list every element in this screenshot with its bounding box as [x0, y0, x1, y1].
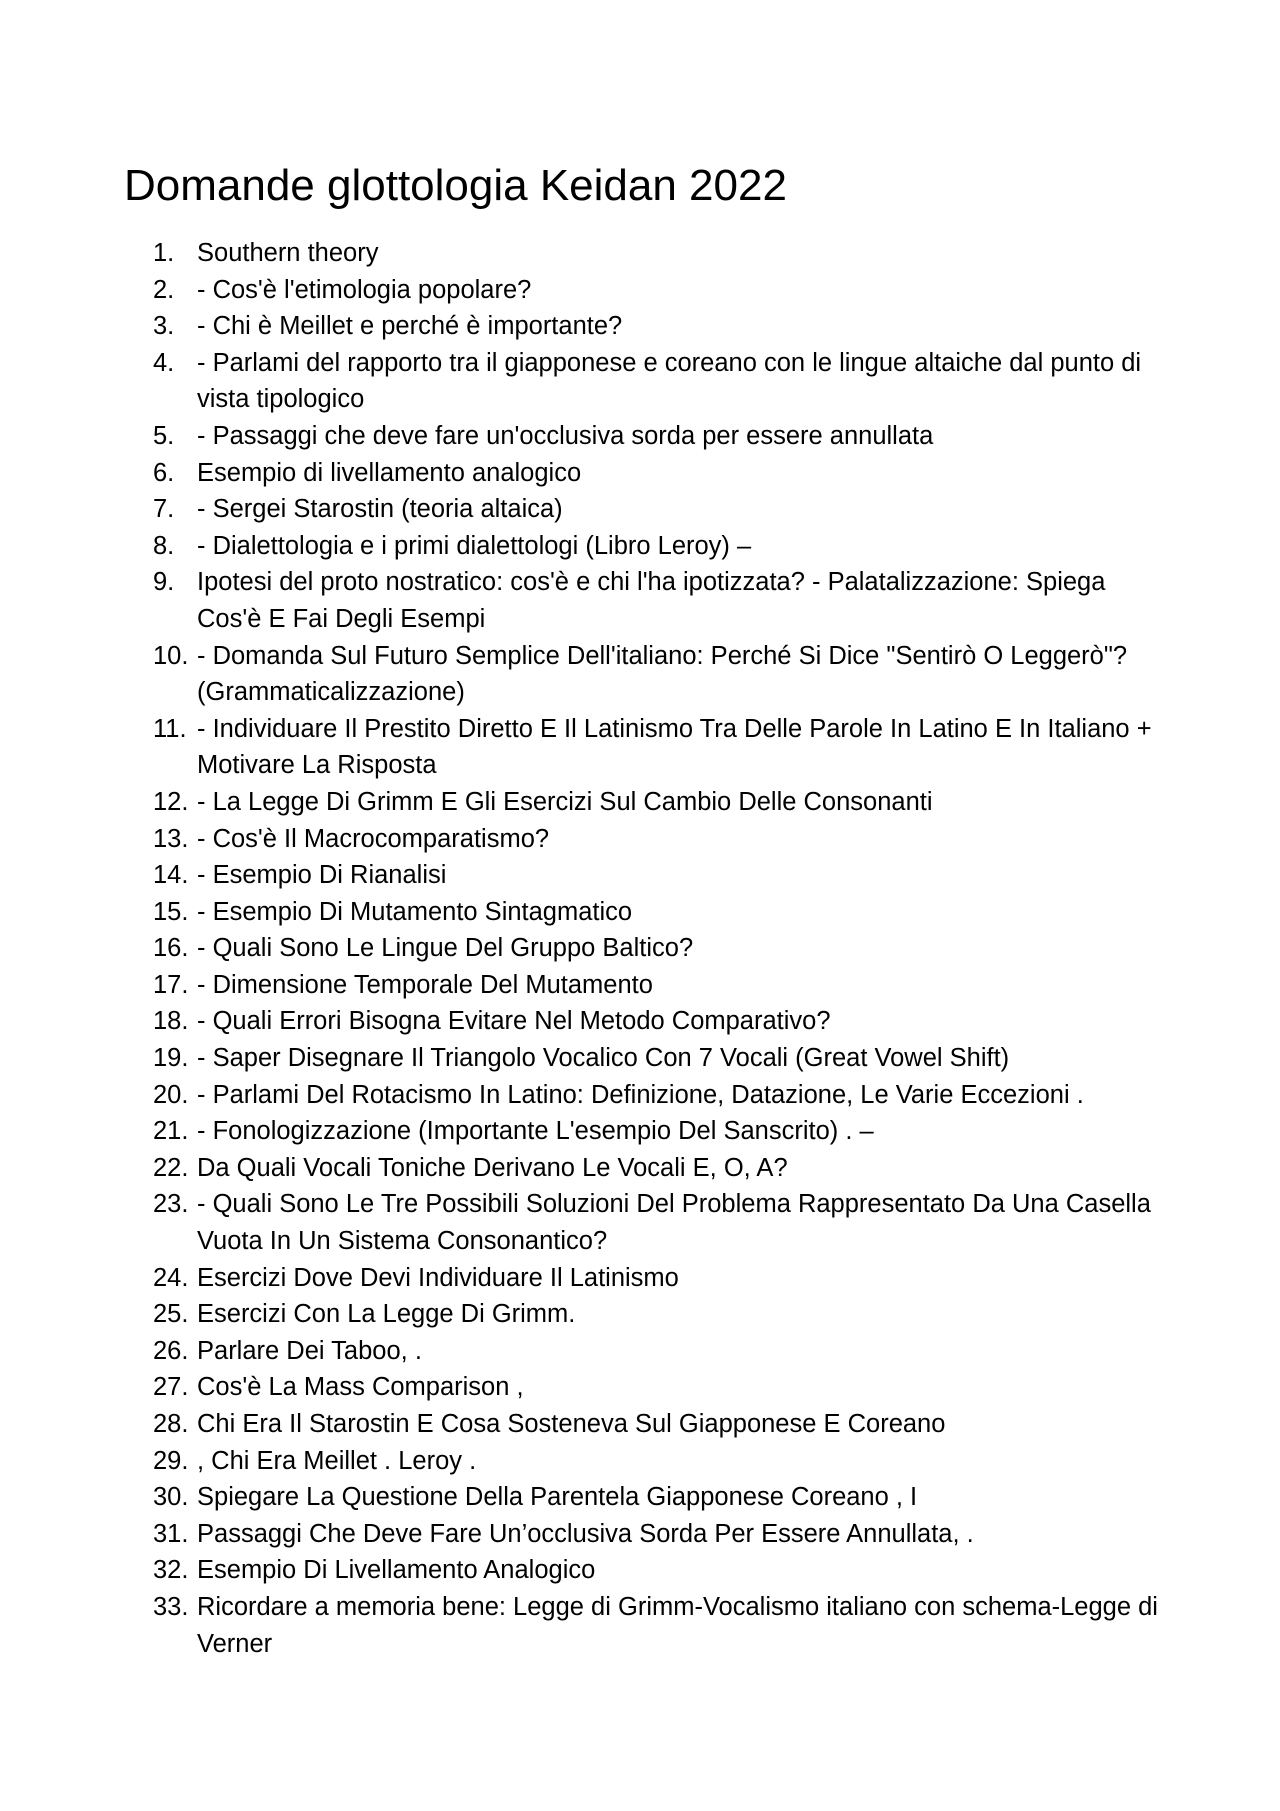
question-text: Ricordare a memoria bene: Legge di Grimm-Vocalismo italiano con schema-Legge di Verner	[197, 1592, 1158, 1658]
question-text: - Parlami Del Rotacismo In Latino: Definizione, Datazione, Le Varie Eccezioni .	[197, 1080, 1084, 1109]
list-item	[0, 1077, 1280, 1114]
question-text: - Quali Errori Bisogna Evitare Nel Metodo Comparativo?	[197, 1007, 831, 1036]
question-text: - Individuare Il Prestito Diretto E Il Latinismo Tra Delle Parole In Latino E In Italiano + Motivare La Risposta	[197, 714, 1152, 780]
list-item	[0, 1040, 1280, 1077]
question-number: 6.	[153, 458, 175, 487]
question-number: 12.	[153, 787, 189, 816]
question-text: - Esempio Di Rianalisi	[197, 861, 447, 890]
question-number: 15.	[153, 897, 189, 926]
question-text: Chi Era Il Starostin E Cosa Sosteneva Sul Giapponese E Coreano	[197, 1410, 946, 1438]
question-number: 18.	[153, 1007, 189, 1036]
list-item	[0, 930, 1280, 967]
list-item	[0, 1003, 1280, 1040]
question-text: - Esempio Di Mutamento Sintagmatico	[197, 897, 633, 926]
list-item	[0, 1333, 1280, 1370]
question-number: 13.	[153, 824, 189, 853]
list-item	[0, 1296, 1280, 1333]
question-text: , Chi Era Meillet . Leroy .	[197, 1446, 477, 1475]
list-item	[0, 1406, 1280, 1443]
question-text: Esercizi Con La Legge Di Grimm.	[197, 1300, 576, 1329]
list-item	[0, 1113, 1280, 1150]
question-text: Passaggi Che Deve Fare Un’occlusiva Sorda Per Essere Annullata, .	[197, 1519, 974, 1548]
list-item	[0, 308, 1280, 345]
list-item	[0, 1186, 1280, 1259]
question-text: Southern theory	[197, 239, 379, 267]
question-text: - Parlami del rapporto tra il giapponese e coreano con le lingue altaiche dal punto di vista tipologico	[197, 348, 1142, 414]
question-number: 23.	[153, 1190, 189, 1219]
question-text: - Dimensione Temporale Del Mutamento	[197, 970, 653, 999]
list-item	[0, 1479, 1280, 1516]
question-number: 32.	[153, 1556, 189, 1585]
question-text: Parlare Dei Taboo, .	[197, 1336, 422, 1365]
question-number: 7.	[153, 495, 175, 524]
question-text: - La Legge Di Grimm E Gli Esercizi Sul Cambio Delle Consonanti	[197, 787, 933, 816]
question-text: Esempio di livellamento analogico	[197, 458, 582, 487]
question-text: - Cos'è Il Macrocomparatismo?	[197, 824, 550, 853]
question-text: Esercizi Dove Devi Individuare Il Latinismo	[197, 1263, 679, 1292]
question-text: - Quali Sono Le Tre Possibili Soluzioni Del Problema Rappresentato Da Una Casella Vuota In Un Sistema Consonantico?	[197, 1190, 1151, 1256]
question-text: Cos'è La Mass Comparison ,	[197, 1373, 524, 1402]
question-list	[0, 235, 1280, 1662]
question-text: Ipotesi del proto nostratico: cos'è e chi l'ha ipotizzata? - Palatalizzazione: Spiega Cos'è E Fai Degli Esempi	[197, 568, 1106, 633]
list-item	[0, 967, 1280, 1004]
question-number: 5.	[153, 421, 175, 450]
question-number: 3.	[153, 312, 175, 341]
question-number: 2.	[153, 275, 175, 304]
list-item	[0, 1369, 1280, 1406]
list-item	[0, 272, 1280, 309]
question-number: 19.	[153, 1044, 189, 1073]
list-item	[0, 1516, 1280, 1553]
question-text: - Fonologizzazione (Importante L'esempio Del Sanscrito) . –	[197, 1117, 874, 1146]
question-number: 24.	[153, 1263, 189, 1292]
page-title: Domande glottologia Keidan 2022	[124, 161, 787, 210]
question-number: 17.	[153, 970, 189, 999]
question-number: 11.	[153, 714, 187, 743]
question-number: 27.	[153, 1373, 189, 1402]
question-number: 31.	[153, 1519, 189, 1548]
list-item	[0, 235, 1280, 272]
list-item	[0, 894, 1280, 931]
question-text: - Passaggi che deve fare un'occlusiva sorda per essere annullata	[197, 421, 934, 450]
question-number: 25.	[153, 1300, 189, 1329]
list-item	[0, 1443, 1280, 1480]
list-item	[0, 821, 1280, 858]
question-number: 1.	[153, 239, 175, 267]
question-number: 22.	[153, 1153, 189, 1182]
question-number: 20.	[153, 1080, 189, 1109]
question-number: 14.	[153, 861, 189, 890]
question-number: 26.	[153, 1336, 189, 1365]
question-text: - Saper Disegnare Il Triangolo Vocalico Con 7 Vocali (Great Vowel Shift)	[197, 1044, 1010, 1073]
question-text: - Sergei Starostin (teoria altaica)	[197, 495, 563, 524]
question-text: Spiegare La Questione Della Parentela Giapponese Coreano , I	[197, 1483, 918, 1512]
list-item	[0, 418, 1280, 455]
list-item	[0, 857, 1280, 894]
question-text: - Quali Sono Le Lingue Del Gruppo Baltico?	[197, 934, 694, 963]
question-number: 4.	[153, 348, 175, 377]
list-item	[0, 564, 1280, 637]
question-number: 8.	[153, 531, 175, 560]
question-number: 28.	[153, 1410, 189, 1438]
list-item	[0, 1150, 1280, 1187]
list-item	[0, 784, 1280, 821]
question-text: - Chi è Meillet e perché è importante?	[197, 312, 623, 341]
list-item	[0, 1260, 1280, 1297]
question-number: 29.	[153, 1446, 189, 1475]
question-number: 21.	[153, 1117, 189, 1146]
question-text: - Domanda Sul Futuro Semplice Dell'italiano: Perché Si Dice "Sentirò O Leggerò"? (Grammaticalizzazione)	[197, 641, 1128, 707]
question-text: Esempio Di Livellamento Analogico	[197, 1556, 596, 1585]
list-item	[0, 491, 1280, 528]
question-text: Da Quali Vocali Toniche Derivano Le Vocali E, O, A?	[197, 1153, 788, 1182]
list-item	[0, 638, 1280, 711]
list-item	[0, 1589, 1280, 1662]
list-item	[0, 455, 1280, 492]
list-item	[0, 711, 1280, 784]
question-number: 33.	[153, 1592, 189, 1621]
list-item	[0, 528, 1280, 565]
question-number: 10.	[153, 641, 189, 670]
question-number: 16.	[153, 934, 189, 963]
question-text: - Cos'è l'etimologia popolare?	[197, 275, 532, 304]
list-item	[0, 345, 1280, 418]
list-item	[0, 1552, 1280, 1589]
question-number: 9.	[153, 568, 175, 597]
question-text: - Dialettologia e i primi dialettologi (Libro Leroy) –	[197, 531, 752, 560]
question-number: 30.	[153, 1483, 189, 1512]
